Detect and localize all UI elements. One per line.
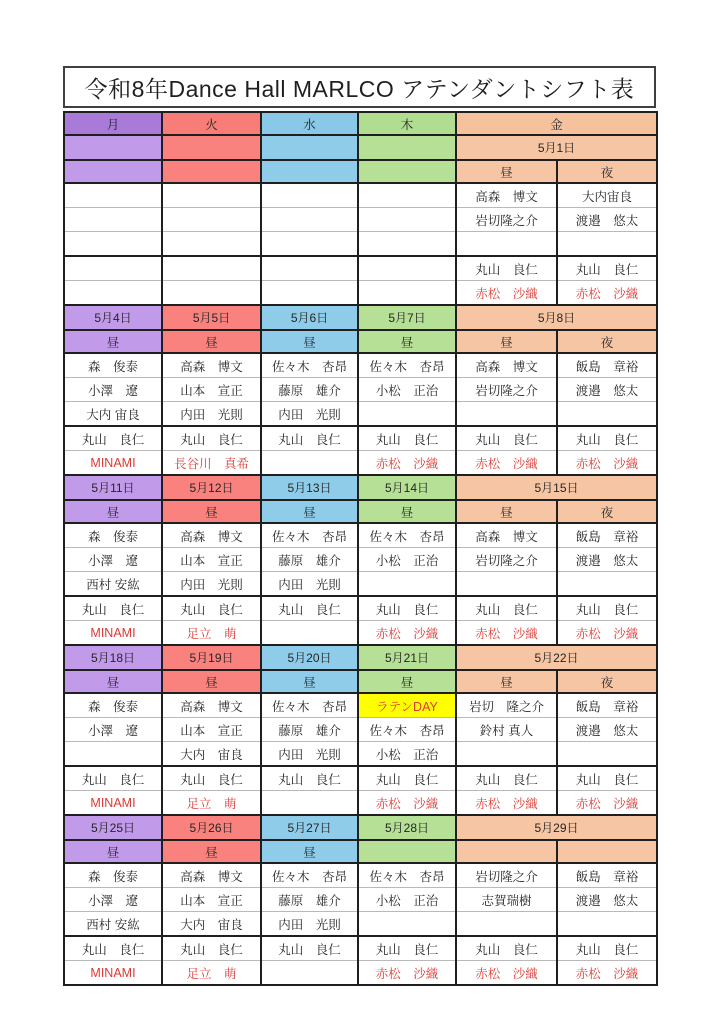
attendant-row [64,791,657,816]
shift-label-cell [557,840,657,863]
attendant-cell [261,256,358,281]
attendant-row [64,572,657,597]
attendant-cell: 佐々木 杏昂 [358,353,456,378]
attendant-cell: 丸山 良仁 [557,596,657,621]
attendant-row [64,936,657,961]
attendant-cell: 赤松 沙織 [358,451,456,476]
attendant-cell: 丸山 良仁 [456,256,557,281]
attendant-cell [162,208,261,232]
attendant-cell [261,183,358,208]
attendant-cell [64,232,162,257]
attendant-row [64,353,657,378]
attendant-cell [557,402,657,427]
attendant-cell: 藤原 雄介 [261,718,358,742]
attendant-cell: 赤松 沙織 [456,621,557,646]
attendant-cell: 佐々木 杏昂 [261,353,358,378]
shift-label-row [64,670,657,693]
attendant-cell: 内田 光則 [261,572,358,597]
attendant-cell: 高森 博文 [162,693,261,718]
week-date-row [64,815,657,840]
attendant-cell: 森 俊泰 [64,523,162,548]
attendant-cell: 高森 博文 [456,183,557,208]
attendant-cell: 足立 萌 [162,791,261,816]
attendant-cell: 赤松 沙織 [557,961,657,986]
shift-label-cell: 夜 [557,500,657,523]
attendant-cell [261,791,358,816]
attendant-cell: 赤松 沙織 [456,791,557,816]
attendant-cell: 足立 萌 [162,961,261,986]
attendant-cell: 山本 宣正 [162,548,261,572]
attendant-cell [358,281,456,306]
attendant-cell: 佐々木 杏昂 [358,863,456,888]
week-date-row [64,645,657,670]
attendant-cell: 赤松 沙織 [456,961,557,986]
attendant-cell: 飯島 章裕 [557,863,657,888]
attendant-cell: 高森 博文 [456,353,557,378]
shift-label-cell: 昼 [358,500,456,523]
shift-label-cell: 昼 [358,330,456,353]
shift-label-cell: 昼 [261,840,358,863]
attendant-cell [64,281,162,306]
attendant-cell: 丸山 良仁 [162,936,261,961]
shift-label-cell: 昼 [162,840,261,863]
attendant-cell: 丸山 良仁 [64,766,162,791]
shift-label-cell: 夜 [557,160,657,183]
attendant-row [64,232,657,257]
attendant-cell: 渡邉 悠太 [557,888,657,912]
date-cell: 5月28日 [358,815,456,840]
attendant-cell: 山本 宣正 [162,888,261,912]
date-cell: 5月26日 [162,815,261,840]
attendant-cell [162,281,261,306]
weekday-header-fri: 金 [456,112,657,135]
attendant-cell: 丸山 良仁 [64,426,162,451]
attendant-cell: 岩切隆之介 [456,548,557,572]
latin-day-cell: ラテンDAY [358,693,456,718]
attendant-cell [358,912,456,937]
attendant-cell: 佐々木 杏昂 [261,863,358,888]
attendant-cell: 丸山 良仁 [261,766,358,791]
shift-label-cell: 昼 [162,500,261,523]
attendant-cell [557,742,657,767]
attendant-cell: MINAMI [64,621,162,646]
attendant-cell: 丸山 良仁 [456,596,557,621]
shift-label-row [64,160,657,183]
attendant-cell: 小澤 遼 [64,548,162,572]
attendant-row [64,256,657,281]
attendant-cell [557,572,657,597]
shift-label-cell: 昼 [64,840,162,863]
attendant-cell [64,256,162,281]
shift-label-row [64,840,657,863]
attendant-cell: MINAMI [64,961,162,986]
attendant-cell [456,402,557,427]
attendant-cell: 岩切隆之介 [456,863,557,888]
attendant-cell [261,621,358,646]
attendant-cell [261,232,358,257]
shift-label-cell [456,840,557,863]
weekday-header-tue: 火 [162,112,261,135]
attendant-row [64,183,657,208]
attendant-cell: 丸山 良仁 [162,596,261,621]
attendant-cell: 丸山 良仁 [557,766,657,791]
attendant-cell: 高森 博文 [162,863,261,888]
attendant-cell: 大内 宙良 [64,402,162,427]
attendant-cell: 赤松 沙織 [557,451,657,476]
shift-label-cell: 昼 [162,670,261,693]
attendant-cell: 藤原 雄介 [261,548,358,572]
shift-label-cell [358,840,456,863]
attendant-cell: 飯島 章裕 [557,523,657,548]
date-cell: 5月19日 [162,645,261,670]
attendant-cell: 丸山 良仁 [358,936,456,961]
attendant-cell: 赤松 沙織 [358,791,456,816]
attendant-cell [456,572,557,597]
attendant-row [64,596,657,621]
attendant-cell [261,208,358,232]
attendant-cell: 内田 光則 [162,402,261,427]
date-cell [64,135,162,160]
date-cell: 5月27日 [261,815,358,840]
attendant-cell [456,742,557,767]
attendant-cell: 丸山 良仁 [557,936,657,961]
attendant-cell [358,183,456,208]
attendant-cell: 丸山 良仁 [261,596,358,621]
attendant-cell [358,208,456,232]
shift-label-cell [261,160,358,183]
attendant-cell: 赤松 沙織 [557,621,657,646]
date-cell: 5月5日 [162,305,261,330]
attendant-cell [162,256,261,281]
attendant-cell: 丸山 良仁 [456,426,557,451]
attendant-row [64,888,657,912]
attendant-cell: 長谷川 真希 [162,451,261,476]
shift-label-cell: 昼 [358,670,456,693]
shift-label-cell: 昼 [162,330,261,353]
attendant-cell: 小澤 遼 [64,718,162,742]
attendant-cell [557,912,657,937]
attendant-cell: 小松 正治 [358,378,456,402]
attendant-row [64,208,657,232]
attendant-cell: 赤松 沙織 [358,621,456,646]
attendant-cell [358,256,456,281]
shift-label-cell: 昼 [64,330,162,353]
attendant-cell: 小松 正治 [358,888,456,912]
attendant-cell: 高森 博文 [162,353,261,378]
week-date-row [64,305,657,330]
shift-label-cell: 夜 [557,670,657,693]
attendant-cell [64,183,162,208]
attendant-cell [358,402,456,427]
attendant-cell: 丸山 良仁 [162,426,261,451]
attendant-row [64,523,657,548]
attendant-cell: 佐々木 杏昂 [358,718,456,742]
attendant-cell: 内田 光則 [261,912,358,937]
date-cell: 5月25日 [64,815,162,840]
shift-sheet [63,66,656,986]
attendant-cell [64,208,162,232]
date-cell: 5月29日 [456,815,657,840]
date-cell: 5月8日 [456,305,657,330]
shift-label-cell [162,160,261,183]
attendant-row [64,742,657,767]
attendant-cell [261,961,358,986]
date-cell [261,135,358,160]
attendant-cell [456,912,557,937]
schedule-body [64,112,657,985]
attendant-cell: 佐々木 杏昂 [358,523,456,548]
date-cell [358,135,456,160]
attendant-cell: 丸山 良仁 [358,596,456,621]
attendant-cell: 赤松 沙織 [456,451,557,476]
attendant-cell [557,232,657,257]
attendant-cell: 丸山 良仁 [64,596,162,621]
shift-label-cell: 昼 [456,160,557,183]
weekday-header-thu: 木 [358,112,456,135]
attendant-cell [162,183,261,208]
week-date-row [64,135,657,160]
attendant-cell: 藤原 雄介 [261,888,358,912]
attendant-row [64,548,657,572]
attendant-cell [358,232,456,257]
date-cell: 5月15日 [456,475,657,500]
attendant-row [64,621,657,646]
date-cell: 5月18日 [64,645,162,670]
attendant-cell: 丸山 良仁 [162,766,261,791]
attendant-cell: 赤松 沙織 [456,281,557,306]
attendant-cell: 岩切隆之介 [456,208,557,232]
date-cell: 5月6日 [261,305,358,330]
date-cell: 5月13日 [261,475,358,500]
shift-label-cell: 夜 [557,330,657,353]
shift-label-cell: 昼 [456,670,557,693]
attendant-row [64,281,657,306]
week-date-row [64,475,657,500]
attendant-cell: 森 俊泰 [64,353,162,378]
date-cell: 5月11日 [64,475,162,500]
attendant-cell: MINAMI [64,451,162,476]
attendant-cell: 岩切 隆之介 [456,693,557,718]
date-cell: 5月22日 [456,645,657,670]
attendant-cell: 足立 萌 [162,621,261,646]
attendant-cell: 佐々木 杏昂 [261,693,358,718]
attendant-row [64,766,657,791]
attendant-cell: 丸山 良仁 [557,256,657,281]
attendant-cell: 丸山 良仁 [261,936,358,961]
attendant-cell: 小松 正治 [358,548,456,572]
attendant-cell: 西村 安紘 [64,572,162,597]
attendant-cell: 丸山 良仁 [358,426,456,451]
shift-label-cell: 昼 [261,330,358,353]
attendant-cell: 岩切隆之介 [456,378,557,402]
attendant-row [64,718,657,742]
attendant-row [64,863,657,888]
date-cell: 5月12日 [162,475,261,500]
shift-label-cell: 昼 [456,330,557,353]
attendant-cell: 内田 光則 [261,402,358,427]
date-cell: 5月7日 [358,305,456,330]
shift-label-cell: 昼 [64,670,162,693]
attendant-cell: 大内 宙良 [162,912,261,937]
attendant-cell: 鈴村 真人 [456,718,557,742]
attendant-cell: 大内 宙良 [162,742,261,767]
attendant-cell: 藤原 雄介 [261,378,358,402]
attendant-row [64,693,657,718]
attendant-cell: 赤松 沙織 [358,961,456,986]
shift-label-cell: 昼 [261,500,358,523]
attendant-cell: 山本 宣正 [162,718,261,742]
attendant-cell: 小松 正治 [358,742,456,767]
attendant-cell: 赤松 沙織 [557,791,657,816]
attendant-cell [162,232,261,257]
shift-label-row [64,330,657,353]
attendant-row [64,961,657,986]
attendant-cell: 小澤 遼 [64,378,162,402]
attendant-cell: 志賀瑞樹 [456,888,557,912]
attendant-cell: 渡邉 悠太 [557,548,657,572]
attendant-cell [261,451,358,476]
attendant-cell: 内田 光則 [162,572,261,597]
attendant-cell: 丸山 良仁 [557,426,657,451]
shift-label-cell: 昼 [456,500,557,523]
weekday-header-row [64,112,657,135]
attendant-row [64,426,657,451]
weekday-header-mon: 月 [64,112,162,135]
attendant-cell: 丸山 良仁 [261,426,358,451]
attendant-row [64,451,657,476]
date-cell: 5月4日 [64,305,162,330]
attendant-cell: 丸山 良仁 [358,766,456,791]
shift-label-cell: 昼 [64,500,162,523]
attendant-cell: 渡邉 悠太 [557,208,657,232]
attendant-cell: 高森 博文 [456,523,557,548]
attendant-cell [358,572,456,597]
attendant-cell: 赤松 沙織 [557,281,657,306]
attendant-cell: 西村 安紘 [64,912,162,937]
attendant-cell: 丸山 良仁 [456,766,557,791]
date-cell: 5月14日 [358,475,456,500]
attendant-row [64,912,657,937]
shift-label-cell: 昼 [261,670,358,693]
attendant-row [64,378,657,402]
date-cell: 5月20日 [261,645,358,670]
attendant-cell [456,232,557,257]
attendant-cell: 森 俊泰 [64,863,162,888]
shift-label-cell [358,160,456,183]
date-cell: 5月21日 [358,645,456,670]
date-cell [162,135,261,160]
attendant-cell: 渡邉 悠太 [557,718,657,742]
attendant-row [64,402,657,427]
attendant-cell: 佐々木 杏昂 [261,523,358,548]
attendant-cell [64,742,162,767]
shift-table [63,111,658,986]
attendant-cell: 森 俊泰 [64,693,162,718]
attendant-cell: 丸山 良仁 [64,936,162,961]
attendant-cell: MINAMI [64,791,162,816]
attendant-cell: 渡邉 悠太 [557,378,657,402]
shift-label-row [64,500,657,523]
page-title: 令和8年Dance Hall MARLCO アテンダントシフト表 [63,66,656,108]
attendant-cell [261,281,358,306]
shift-label-cell [64,160,162,183]
attendant-cell: 内田 光則 [261,742,358,767]
attendant-cell: 山本 宣正 [162,378,261,402]
weekday-header-wed: 水 [261,112,358,135]
attendant-cell: 大内宙良 [557,183,657,208]
date-cell: 5月1日 [456,135,657,160]
attendant-cell: 小澤 遼 [64,888,162,912]
attendant-cell: 丸山 良仁 [456,936,557,961]
attendant-cell: 高森 博文 [162,523,261,548]
attendant-cell: 飯島 章裕 [557,353,657,378]
attendant-cell: 飯島 章裕 [557,693,657,718]
